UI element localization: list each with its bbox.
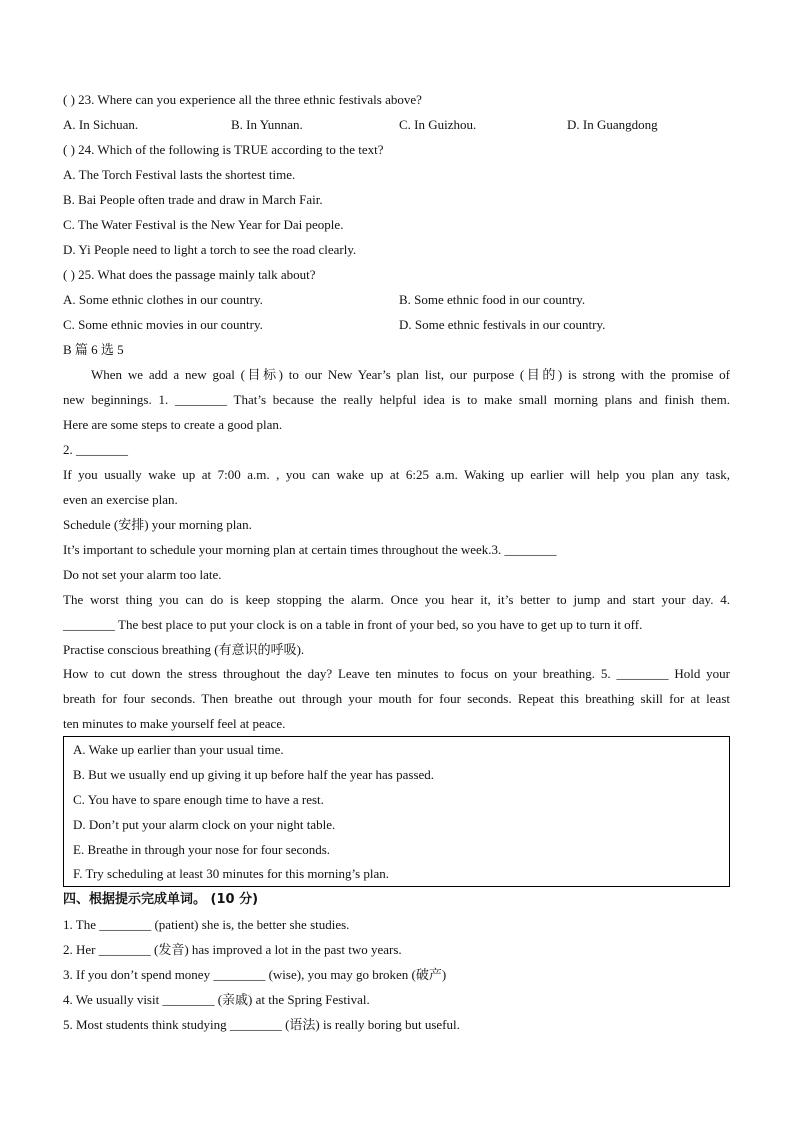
passage-line-15: ten minutes to make yourself feel at peace. bbox=[63, 716, 286, 731]
question-25-option-a: A. Some ethnic clothes in our country. bbox=[63, 292, 263, 307]
passage-line-5: If you usually wake up at 7:00 a.m. , you can wake up at 6:25 a.m. Waking up earlier will help you plan any task, bbox=[63, 467, 730, 482]
passage-line-13: How to cut down the stress throughout the day? Leave ten minutes to focus on your breathing. 5. ________ Hold your bbox=[63, 666, 730, 681]
question-25-stem: ( ) 25. What does the passage mainly talk about? bbox=[63, 267, 316, 282]
word-item-3: 3. If you don’t spend money ________ (wise), you may go broken (破产) bbox=[63, 967, 447, 982]
question-25-option-c: C. Some ethnic movies in our country. bbox=[63, 317, 263, 332]
passage-line-3: Here are some steps to create a good plan. bbox=[63, 417, 283, 432]
word-item-1: 1. The ________ (patient) she is, the better she studies. bbox=[63, 917, 350, 932]
passage-blank-2: 2. ________ bbox=[63, 442, 128, 457]
passage-line-8: It’s important to schedule your morning plan at certain times throughout the week.3. ________ bbox=[63, 542, 557, 557]
question-23-option-b: B. In Yunnan. bbox=[231, 117, 303, 132]
passage-line-1: When we add a new goal (目标) to our New Year’s plan list, our purpose (目的) is strong with the promise of bbox=[91, 367, 730, 382]
option-box-e: E. Breathe in through your nose for four seconds. bbox=[73, 842, 331, 857]
passage-line-2: new beginnings. 1. ________ That’s because the really helpful idea is to make small morning plans and finish them. bbox=[63, 392, 730, 407]
question-23-option-d: D. In Guangdong bbox=[567, 117, 658, 132]
option-box-b: B. But we usually end up giving it up before half the year has passed. bbox=[73, 767, 435, 782]
question-24-option-c: C. The Water Festival is the New Year for Dai people. bbox=[63, 217, 344, 232]
word-item-5: 5. Most students think studying ________ (语法) is really boring but useful. bbox=[63, 1017, 460, 1032]
passage-subheading-schedule: Schedule (安排) your morning plan. bbox=[63, 517, 252, 532]
options-box bbox=[63, 736, 730, 887]
question-25-option-d: D. Some ethnic festivals in our country. bbox=[399, 317, 606, 332]
section-b-title: B 篇 6 选 5 bbox=[63, 342, 124, 357]
question-23-option-a: A. In Sichuan. bbox=[63, 117, 139, 132]
word-item-4: 4. We usually visit ________ (亲戚) at the Spring Festival. bbox=[63, 992, 370, 1007]
word-item-2: 2. Her ________ (发音) has improved a lot in the past two years. bbox=[63, 942, 402, 957]
question-25-option-b: B. Some ethnic food in our country. bbox=[399, 292, 586, 307]
section-4-heading: 四、根据提示完成单词。 (10 分) bbox=[63, 892, 259, 907]
passage-line-11: ________ The best place to put your clock is on a table in front of your bed, so you have to get up to turn it off. bbox=[63, 617, 643, 632]
question-24-option-a: A. The Torch Festival lasts the shortest time. bbox=[63, 167, 296, 182]
passage-subheading-breathing: Practise conscious breathing (有意识的呼吸). bbox=[63, 642, 305, 657]
question-23-stem: ( ) 23. Where can you experience all the three ethnic festivals above? bbox=[63, 92, 422, 107]
option-box-d: D. Don’t put your alarm clock on your night table. bbox=[73, 817, 336, 832]
option-box-c: C. You have to spare enough time to have a rest. bbox=[73, 792, 324, 807]
question-24-stem: ( ) 24. Which of the following is TRUE according to the text? bbox=[63, 142, 384, 157]
option-box-a: A. Wake up earlier than your usual time. bbox=[73, 742, 284, 757]
passage-line-10: The worst thing you can do is keep stopping the alarm. Once you hear it, it’s better to jump and start your day. 4. bbox=[63, 592, 730, 607]
question-24-option-d: D. Yi People need to light a torch to see the road clearly. bbox=[63, 242, 357, 257]
passage-subheading-alarm: Do not set your alarm too late. bbox=[63, 567, 222, 582]
question-23-option-c: C. In Guizhou. bbox=[399, 117, 477, 132]
passage-line-14: breath for four seconds. Then breathe out through your mouth for four seconds. Repeat this breathing skill for at least bbox=[63, 691, 730, 706]
option-box-f: F. Try scheduling at least 30 minutes for this morning’s plan. bbox=[73, 866, 390, 881]
passage-line-6: even an exercise plan. bbox=[63, 492, 178, 507]
question-24-option-b: B. Bai People often trade and draw in March Fair. bbox=[63, 192, 323, 207]
